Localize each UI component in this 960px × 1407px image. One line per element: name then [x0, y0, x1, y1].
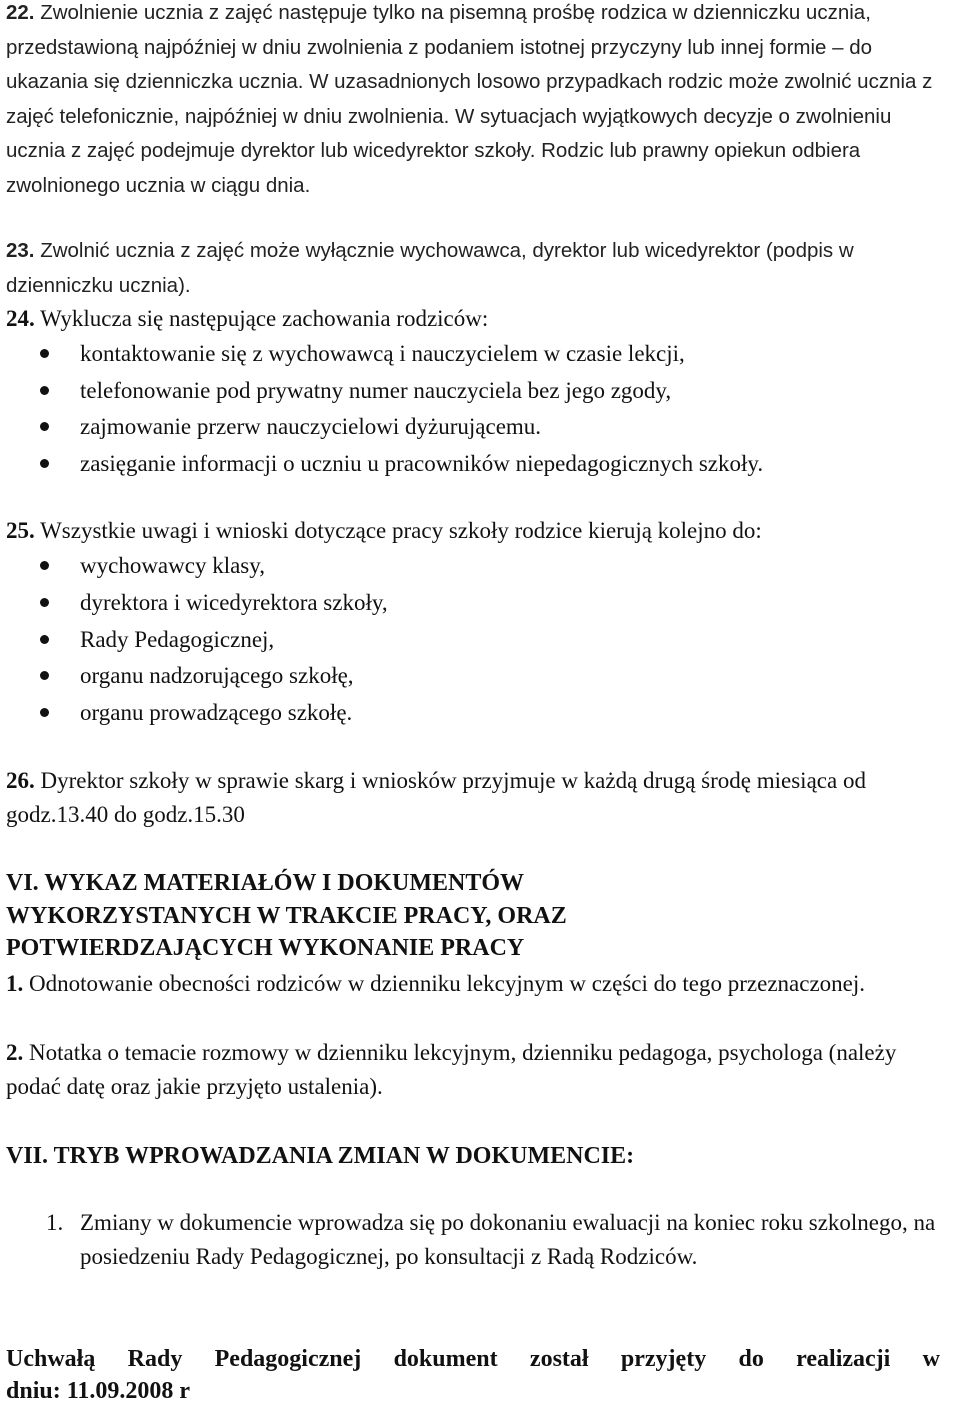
section-vii-list: [6, 1206, 952, 1274]
closing-statement: [6, 1343, 940, 1407]
paragraph-text: Wszystkie uwagi i wnioski dotyczące pracy szkoły rodzice kierują kolejno do:: [34, 518, 762, 543]
bullet-list: [6, 548, 952, 732]
list-item: kontaktowanie się z wychowawcą i nauczycielem w czasie lekcji,: [6, 336, 952, 373]
heading-line: POTWIERDZAJĄCYCH WYKONANIE PRACY: [6, 935, 525, 961]
heading-line: WYKORZYSTANYCH W TRAKCIE PRACY, ORAZ: [6, 902, 567, 929]
paragraph-number: 22.: [6, 1, 35, 24]
paragraph-number: 25.: [6, 518, 35, 543]
bullet-icon: [40, 635, 49, 644]
list-item: Rady Pedagogicznej,: [6, 622, 952, 659]
paragraph-26: [6, 764, 952, 832]
paragraph-number: 23.: [6, 239, 35, 262]
list-item: organu nadzorującego szkołę,: [6, 658, 952, 695]
paragraph-24: [6, 302, 952, 482]
paragraph-23: [6, 234, 952, 303]
bullet-icon: [40, 598, 49, 607]
paragraph-number: 2.: [6, 1040, 24, 1065]
list-item: zajmowanie przerw nauczycielowi dyżurującemu.: [6, 409, 952, 446]
paragraph-text: Zwolnić ucznia z zajęć może wyłącznie wychowawca, dyrektor lub wicedyrektor (podpis w dzienniczku ucznia).: [6, 239, 854, 297]
paragraph-text: Wyklucza się następujące zachowania rodziców:: [34, 306, 489, 331]
bullet-icon: [40, 561, 49, 570]
paragraph-intro: [6, 302, 952, 336]
list-item: wychowawcy klasy,: [6, 548, 952, 585]
paragraph-text: Zwolnienie ucznia z zajęć następuje tylko na pisemną prośbę rodzica w dzienniczku ucznia, przedstawioną najpóźniej w dniu zwolnienia z podaniem istotnej przyczyny lub innej formie – do ukazania się dzienniczka ucznia. W uzasadnionych losowo przypadkach rodzic może zwolnić ucznia z zajęć telefonicznie, najpóźniej w dniu zwolnienia. W sytuacjach wyjątkowych decyzje o zwolnieniu ucznia z zajęć podejmuje dyrektor lub wicedyrektor szkoły. Rodzic lub prawny opiekun odbiera zwolnionego ucznia w ciągu dnia.: [6, 1, 933, 197]
bullet-icon: [40, 459, 49, 468]
paragraph-text: Dyrektor szkoły w sprawie skarg i wniosków przyjmuje w każdą drugą środę miesiąca od godz.13.40 do godz.15.30: [6, 768, 866, 827]
list-item: dyrektora i wicedyrektora szkoły,: [6, 585, 952, 622]
paragraph-number: 24.: [6, 306, 35, 331]
paragraph-intro: [6, 514, 952, 548]
bullet-icon: [40, 708, 49, 717]
section-vi-heading: [6, 867, 952, 965]
paragraph-number: 26.: [6, 768, 35, 793]
bullet-list: [6, 336, 952, 482]
section-vi-item-2: [6, 1036, 952, 1104]
bullet-icon: [40, 671, 49, 680]
section-vii-heading: VII. TRYB WPROWADZANIA ZMIAN W DOKUMENCIE:: [6, 1143, 635, 1169]
paragraph-text: Odnotowanie obecności rodziców w dzienniku lekcyjnym w części do tego przeznaczonej.: [23, 971, 865, 996]
bullet-icon: [40, 386, 49, 395]
list-item-text: Zmiany w dokumencie wprowadza się po dokonaniu ewaluacji na koniec roku szkolnego, na posiedzeniu Rady Pedagogicznej, po konsultacji z Radą Rodziców.: [80, 1210, 936, 1269]
section-vi-item-1: [6, 967, 952, 1001]
paragraph-25: [6, 514, 952, 732]
closing-line-1: Uchwałą Rady Pedagogicznej dokument został przyjęty do realizacji w: [6, 1346, 940, 1372]
list-item: organu prowadzącego szkołę.: [6, 695, 952, 732]
paragraph-number: 1.: [6, 971, 24, 996]
closing-line-2: dniu: 11.09.2008 r: [6, 1378, 191, 1404]
paragraph-text: Notatka o temacie rozmowy w dzienniku lekcyjnym, dzienniku pedagoga, psychologa (należy podać datę oraz jakie przyjęto ustalenia).: [6, 1040, 897, 1099]
list-item: telefonowanie pod prywatny numer nauczyciela bez jego zgody,: [6, 373, 952, 410]
heading-line: VI. WYKAZ MATERIAŁÓW I DOKUMENTÓW: [6, 870, 525, 896]
list-item: zasięganie informacji o uczniu u pracowników niepedagogicznych szkoły.: [6, 446, 952, 483]
bullet-icon: [40, 349, 49, 358]
paragraph-22: [6, 0, 952, 203]
bullet-icon: [40, 422, 49, 431]
list-marker: 1.: [46, 1210, 64, 1235]
list-item: [6, 1206, 952, 1274]
